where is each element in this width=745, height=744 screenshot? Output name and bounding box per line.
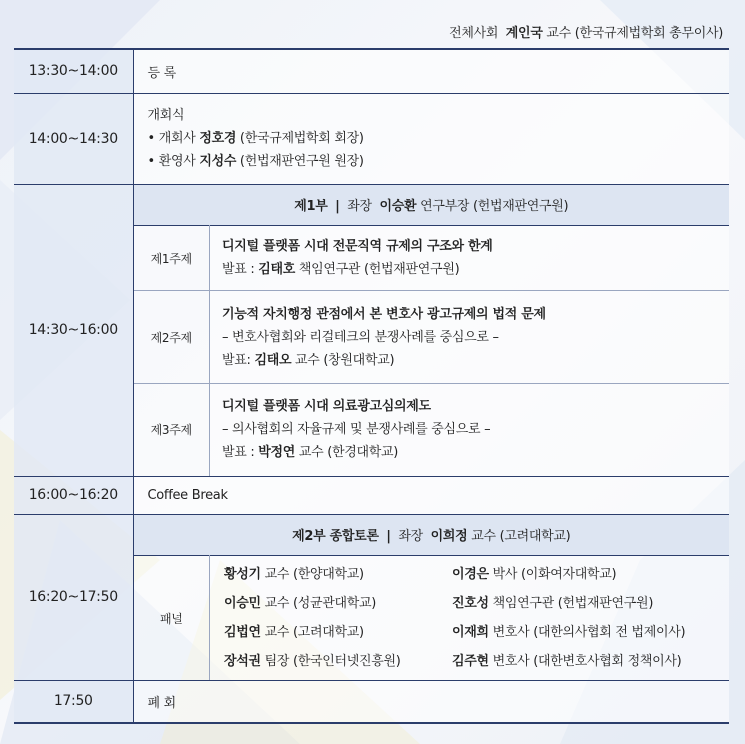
panelist: 이승민 교수 (성균관대학교): [224, 596, 377, 611]
part1-cell: [133, 184, 729, 476]
topic-content: [210, 291, 730, 384]
separator: |: [386, 529, 391, 545]
panel-label: 패널: [134, 556, 210, 681]
chair-role: 좌장: [347, 199, 372, 215]
schedule-row-registration: [14, 49, 729, 93]
topic-row-3: [134, 384, 730, 476]
chair-name: 이승환: [379, 199, 417, 215]
chair-affiliation: 연구부장 (헌법재판연구원): [416, 199, 569, 215]
topic-content: [210, 384, 730, 476]
speech-prefix: • 환영사: [147, 154, 200, 169]
presenter-affiliation: 책임연구관 (헌법재판연구원): [295, 262, 460, 277]
presenter-name: 김태오: [254, 352, 292, 368]
speaker-affiliation: (헌법재판연구원 원장): [236, 154, 364, 169]
welcome-speech: [148, 150, 716, 173]
topic-subtitle: – 의사협회의 자율규제 및 분쟁사례를 중심으로 –: [222, 422, 491, 438]
registration-text: 등 록: [133, 49, 729, 93]
opening-title: 개회식: [147, 108, 185, 123]
part-title: 제2부 종합토론: [292, 529, 379, 545]
presenter: [222, 441, 717, 464]
time-cell: 16:00~16:20: [14, 476, 133, 514]
topic-row-1: [134, 226, 730, 291]
speaker-affiliation: (한국규제법학회 회장): [236, 131, 364, 146]
presenter-affiliation: 교수 (창원대학교): [291, 352, 395, 368]
general-moderator: [449, 22, 723, 41]
panelist: 이재희 변호사 (대한의사협회 전 법제이사): [452, 625, 686, 640]
moderator-name: 계인국: [505, 26, 543, 41]
schedule-table: [14, 48, 729, 724]
panel-row: [134, 556, 730, 681]
presenter-prefix: 발표:: [222, 352, 255, 368]
presenter-name: 김태호: [258, 262, 296, 277]
panelist: 김주현 변호사 (대한변호사협회 정책이사): [452, 654, 682, 669]
panelist: 이경은 박사 (이화여자대학교): [452, 567, 617, 582]
part2-header: [134, 515, 730, 556]
part-title: 제1부: [294, 199, 328, 215]
presenter-name: 박정연: [258, 445, 296, 461]
time-cell: 17:50: [14, 681, 133, 723]
presenter: [222, 258, 717, 281]
moderator-detail: 교수 (한국규제법학회 총무이사): [546, 26, 723, 41]
topic-subtitle: – 변호사협회와 리걸테크의 분쟁사례를 중심으로 –: [222, 329, 499, 345]
schedule-row-coffee-break: [14, 476, 729, 514]
chair-affiliation: 교수 (고려대학교): [467, 529, 571, 545]
panelist: 황성기 교수 (한양대학교): [224, 567, 364, 582]
presenter: [222, 349, 717, 372]
panel-list: [210, 556, 730, 681]
part2-table: [134, 515, 730, 681]
panelist: 진호성 책임연구관 (헌법재판연구원): [452, 596, 654, 611]
topic-title: 기능적 자치행정 관점에서 본 변호사 광고규제의 법적 문제: [222, 306, 546, 322]
topic-label: 제2주제: [134, 291, 210, 384]
opening-cell: [133, 93, 729, 184]
topic-title: 디지털 플랫폼 시대 전문직역 규제의 구조와 한계: [222, 239, 493, 254]
chair-name: 이희정: [430, 529, 468, 545]
closing-text: 폐 회: [133, 681, 729, 723]
schedule-row-opening: [14, 93, 729, 184]
speech-prefix: • 개회사: [147, 131, 200, 146]
part1-table: [134, 185, 730, 476]
opening-speech: [148, 127, 716, 150]
topic-label: 제1주제: [134, 226, 210, 291]
chair-role: 좌장: [398, 529, 423, 545]
panelist: 김법연 교수 (고려대학교): [224, 625, 364, 640]
panelist: 장석권 팀장 (한국인터넷진흥원): [224, 654, 401, 669]
part2-cell: [133, 514, 729, 681]
speaker-name: 정호경: [199, 131, 237, 146]
part1-header: [134, 185, 730, 226]
schedule-row-part2: [14, 514, 729, 681]
presenter-prefix: 발표 :: [222, 445, 259, 461]
presenter-prefix: 발표 :: [222, 262, 259, 277]
coffee-break-text: Coffee Break: [133, 476, 729, 514]
topic-content: [210, 226, 730, 291]
speaker-name: 지성수: [199, 154, 237, 169]
time-cell: 13:30~14:00: [14, 49, 133, 93]
schedule-row-part1: [14, 184, 729, 476]
topic-title: 디지털 플랫폼 시대 의료광고심의제도: [222, 399, 431, 415]
moderator-role: 전체사회: [449, 26, 499, 41]
presenter-affiliation: 교수 (한경대학교): [295, 445, 399, 461]
time-cell: 16:20~17:50: [14, 514, 133, 681]
separator: |: [335, 199, 340, 215]
schedule-row-closing: [14, 681, 729, 723]
time-cell: 14:30~16:00: [14, 184, 133, 476]
topic-row-2: [134, 291, 730, 384]
topic-label: 제3주제: [134, 384, 210, 476]
time-cell: 14:00~14:30: [14, 93, 133, 184]
